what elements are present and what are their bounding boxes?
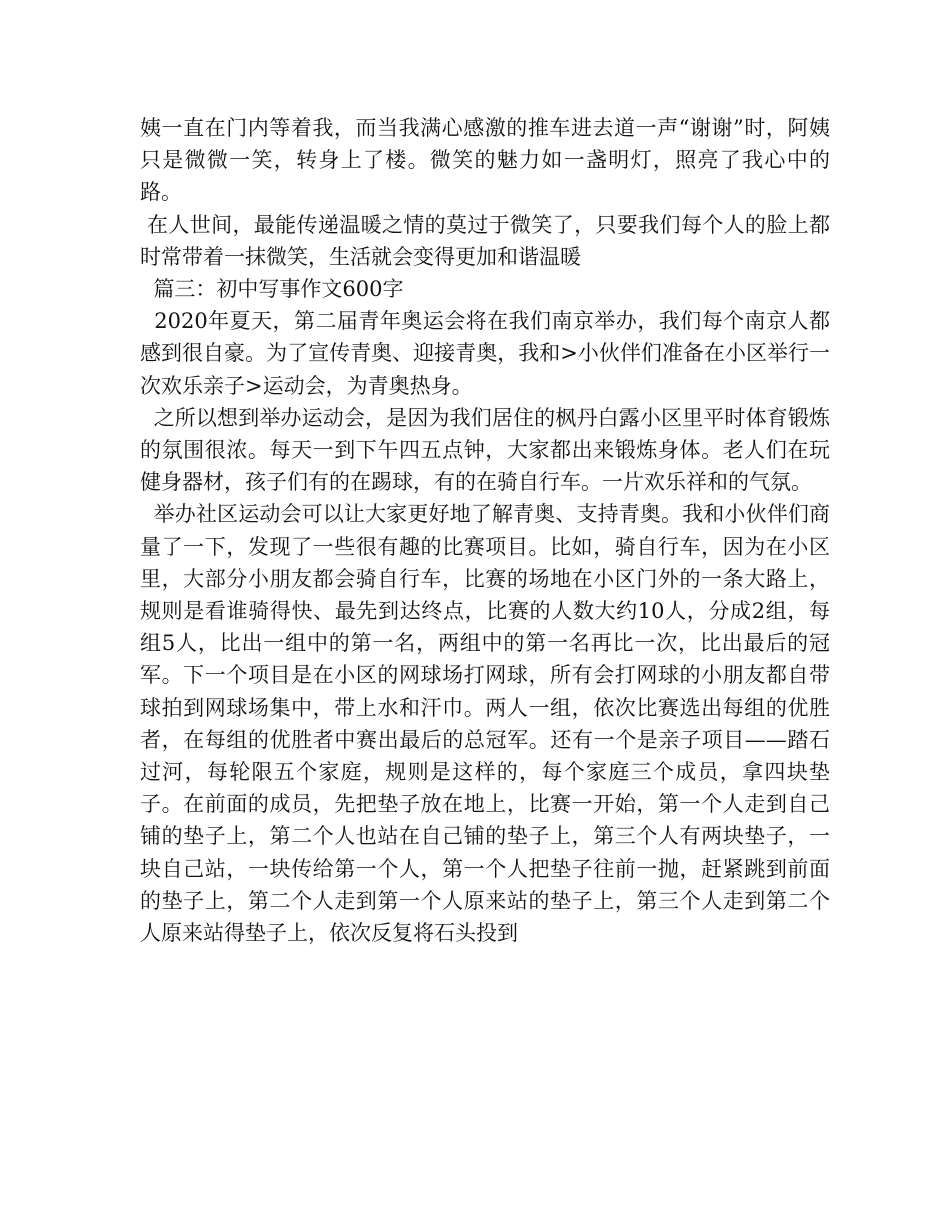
- paragraph-competition-events: 举办社区运动会可以让大家更好地了解青奥、支持青奥。我和小伙伴们商量了一下，发现了一些很有趣的比赛项目。比如，骑自行车，因为在小区里，大部分小朋友都会骑自行车，比赛的场地在小区门外的一条大路上，规则是看谁骑得快、最先到达终点，比赛的人数大约10人，分成2组，每组5人，比出一组中的第一名，两组中的第一名再比一次，比出最后的冠军。下一个项目是在小区的网球场打网球，所有会打网球的小朋友都自带球拍到网球场集中，带上水和汗巾。两人一组，依次比赛选出每组的优胜者，在每组的优胜者中赛出最后的总冠军。还有一个是亲子项目——踏石过河，每轮限五个家庭，规则是这样的，每个家庭三个成员，拿四块垫子。在前面的成员，先把垫子放在地上，比赛一开始，第一个人走到自己铺的垫子上，第二个人也站在自己铺的垫子上，第三个人有两块垫子，一块自己站，一块传给第一个人，第一个人把垫子往前一抛，赶紧跳到前面的垫子上，第二个人走到第一个人原来站的垫子上，第三个人走到第二个人原来站得垫子上，依次反复将石头投到: [140, 502, 830, 946]
- paragraph-community-exercise: 之所以想到举办运动会，是因为我们居住的枫丹白露小区里平时体育锻炼的氛围很浓。每天一到下午四五点钟，大家都出来锻炼身体。老人们在玩健身器材，孩子们有的在踢球，有的在骑自行车。一片欢乐祥和的气氛。: [140, 405, 830, 495]
- paragraph-continuation: 姨一直在门内等着我，而当我满心感激的推车进去道一声“谢谢”时，阿姨只是微微一笑，转身上了楼。微笑的魅力如一盏明灯，照亮了我心中的路。: [140, 116, 830, 205]
- paragraph-smile-conclusion: 在人世间，最能传递温暖之情的莫过于微笑了，只要我们每个人的脸上都时常带着一抹微笑，生活就会变得更加和谐温暖: [140, 212, 830, 269]
- document-page: [140, 112, 830, 949]
- section-heading: 篇三：初中写事作文600字: [140, 277, 404, 302]
- paragraph-youth-olympics: 2020年夏天，第二届青年奥运会将在我们南京举办，我们每个南京人都感到很自豪。为了宣传青奥、迎接青奥，我和>小伙伴们准备在小区举行一次欢乐亲子>运动会，为青奥热身。: [140, 309, 830, 398]
